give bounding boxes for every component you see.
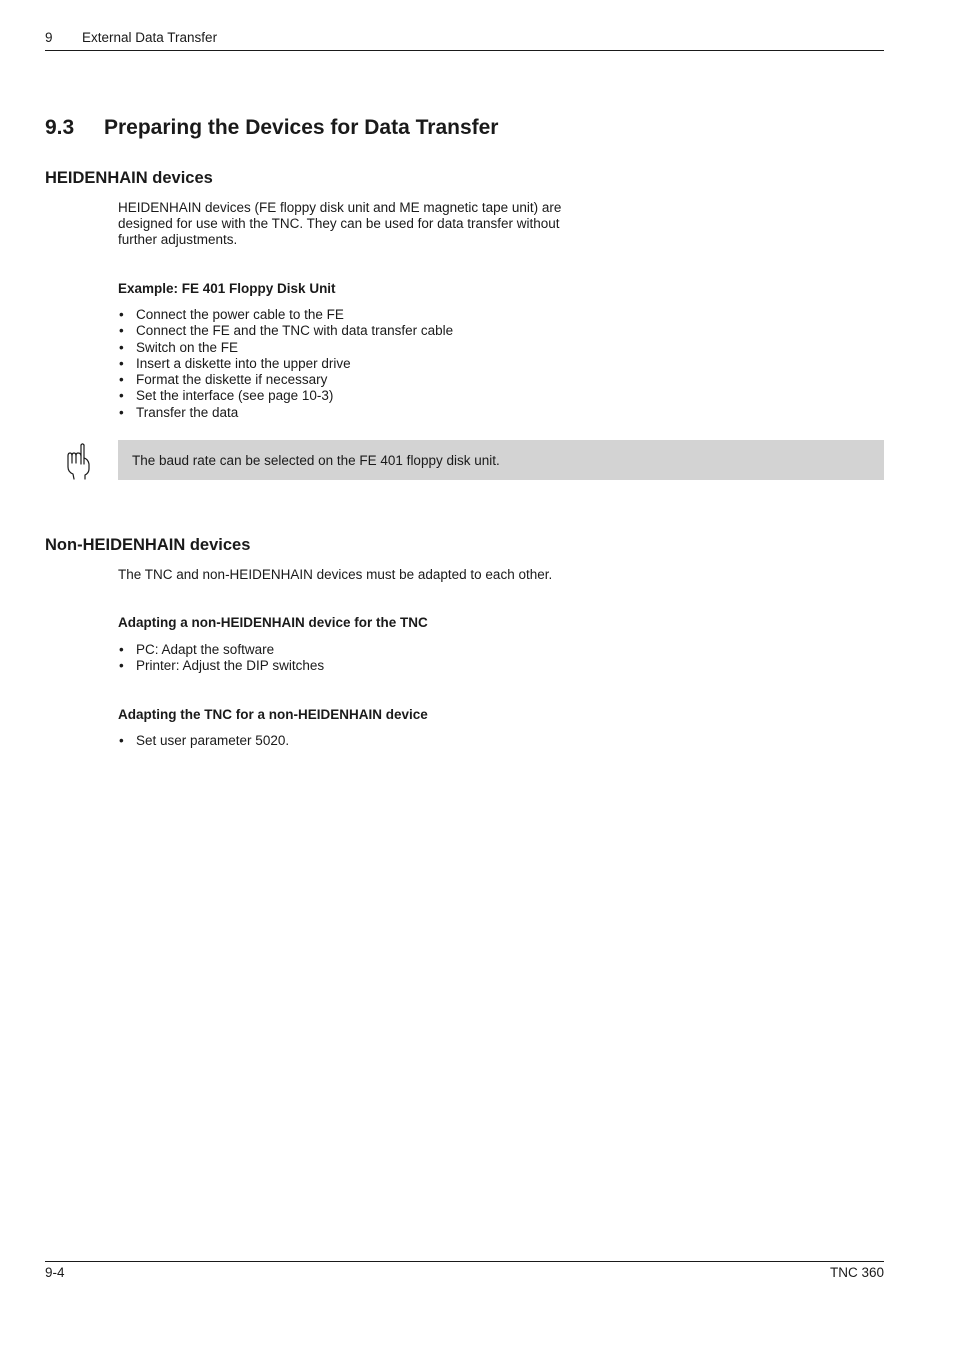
example-heading: Example: FE 401 Floppy Disk Unit bbox=[118, 281, 336, 296]
note-box bbox=[118, 440, 884, 480]
example-steps-list bbox=[118, 307, 453, 421]
non-heidenhain-heading: Non-HEIDENHAIN devices bbox=[45, 536, 251, 554]
section-title bbox=[45, 116, 498, 140]
intro-line: further adjustments. bbox=[118, 232, 238, 248]
section-number: 9.3 bbox=[45, 116, 75, 139]
list-item: • Insert a diskette into the upper drive bbox=[118, 356, 453, 372]
header-chapter-number: 9 bbox=[45, 30, 53, 45]
intro-line: HEIDENHAIN devices (FE floppy disk unit and ME magnetic tape unit) are bbox=[118, 200, 562, 215]
footer-page-number: 9-4 bbox=[45, 1265, 65, 1280]
non-heidenhain-intro: The TNC and non-HEIDENHAIN devices must be adapted to each other. bbox=[118, 567, 553, 582]
list-item: • Connect the power cable to the FE bbox=[118, 307, 453, 323]
device-adapt-list bbox=[118, 642, 324, 675]
device-adapt-heading: Adapting a non-HEIDENHAIN device for the TNC bbox=[118, 615, 428, 630]
intro-line: designed for use with the TNC. They can be used for data transfer without bbox=[118, 216, 560, 232]
list-item: • PC: Adapt the software bbox=[118, 642, 324, 658]
tnc-adapt-heading: Adapting the TNC for a non-HEIDENHAIN device bbox=[118, 707, 428, 722]
heidenhain-intro bbox=[118, 200, 608, 249]
list-item: • Transfer the data bbox=[118, 405, 453, 421]
heidenhain-heading: HEIDENHAIN devices bbox=[45, 169, 213, 187]
list-item: • Printer: Adjust the DIP switches bbox=[118, 658, 324, 674]
tnc-adapt-list bbox=[118, 733, 289, 749]
list-item: • Switch on the FE bbox=[118, 340, 453, 356]
section-title-text: Preparing the Devices for Data Transfer bbox=[104, 116, 499, 139]
list-item: • Format the diskette if necessary bbox=[118, 372, 453, 388]
footer-product: TNC 360 bbox=[829, 1265, 884, 1280]
note-text: The baud rate can be selected on the FE 401 floppy disk unit. bbox=[132, 453, 500, 468]
list-item: • Set the interface (see page 10-3) bbox=[118, 388, 453, 404]
list-item: • Set user parameter 5020. bbox=[118, 733, 289, 749]
list-item: • Connect the FE and the TNC with data transfer cable bbox=[118, 323, 453, 339]
pointing-hand-icon bbox=[64, 442, 92, 480]
header-rule bbox=[45, 50, 884, 51]
header-chapter-title: External Data Transfer bbox=[82, 30, 218, 45]
footer-rule bbox=[45, 1261, 884, 1262]
